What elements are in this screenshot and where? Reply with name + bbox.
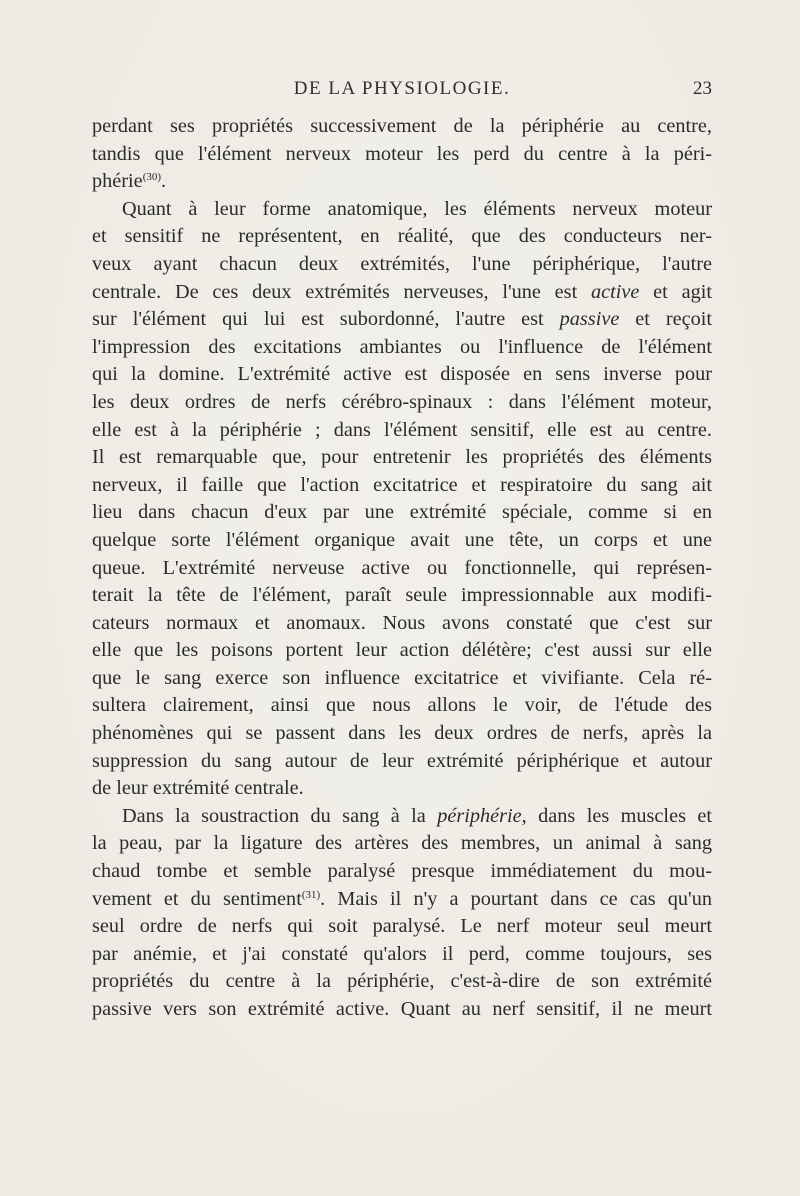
text-line [92, 306, 712, 334]
text-line: que le sang exerce son influence excitatrice et vivifiante. Cela ré- [92, 666, 712, 689]
text-line: cateurs normaux et anomaux. Nous avons constaté que c'est sur [92, 611, 712, 634]
line-text: et reçoit [619, 308, 712, 331]
text-line: nerveux, il faille que l'action excitatrice et respiratoire du sang ait [92, 473, 712, 496]
text-line: suppression du sang autour de leur extrémité périphérique et autour [92, 749, 712, 772]
running-title: DE LA PHYSIOLOGIE. [293, 78, 511, 99]
line-text: , dans les muscles et [521, 804, 712, 827]
text-line: elle que les poisons portent leur action délétère; c'est aussi sur elle [92, 639, 712, 662]
text-line: de leur extrémité centrale. [92, 777, 304, 800]
text-line: phénomènes qui se passent dans les deux ordres de nerfs, après la [92, 722, 712, 745]
line-text: phérie [92, 170, 143, 193]
line-text: vement et du sentiment [92, 887, 302, 910]
text-line: elle est à la périphérie ; dans l'élément sensitif, elle est au centre. [92, 418, 712, 441]
footnote-ref-31[interactable]: (31) [301, 888, 321, 901]
line-text: centrale. De ces deux extrémités nerveuses, l'une est [92, 280, 578, 303]
text-line: lieu dans chacun d'eux par une extrémité spéciale, comme si en [92, 501, 712, 524]
body-text [92, 113, 712, 1024]
text-line: veux ayant chacun deux extrémités, l'une périphérique, l'autre [92, 252, 712, 275]
text-line: queue. L'extrémité nerveuse active ou fonctionnelle, qui représen- [92, 556, 712, 579]
page-number: 23 [693, 78, 712, 99]
running-head [92, 78, 712, 104]
text-line: passive vers son extrémité active. Quant au nerf sensitif, il ne meurt [92, 998, 712, 1020]
line-text: . [161, 170, 167, 193]
footnote-ref-30[interactable]: (30) [142, 171, 162, 184]
text-line: la peau, par la ligature des artères des membres, un animal à sang [92, 832, 712, 855]
italic-term-active: active [590, 280, 640, 303]
text-line: Quant à leur forme anatomique, les éléments nerveux moteur [122, 197, 712, 220]
text-line: par anémie, et j'ai constaté qu'alors il perd, comme toujours, ses [92, 942, 712, 965]
text-line [92, 803, 712, 831]
text-line: les deux ordres de nerfs cérébro-spinaux : dans l'élément moteur, [92, 390, 712, 413]
text-line: et sensitif ne représentent, en réalité, que des conducteurs ner- [92, 225, 712, 248]
italic-term-passive: passive [559, 308, 620, 331]
text-line [92, 886, 712, 914]
text-line: propriétés du centre à la périphérie, c'est-à-dire de son extrémité [92, 970, 712, 993]
italic-term-peripherie: périphérie [437, 804, 522, 827]
line-text: . Mais il n'y a pourtant dans ce cas qu'un [320, 887, 712, 910]
text-line: tandis que l'élément nerveux moteur les perd du centre à la péri- [92, 142, 712, 165]
line-text: sur l'élément qui lui est subordonné, l'autre est [92, 308, 544, 331]
text-line: seul ordre de nerfs qui soit paralysé. Le nerf moteur seul meurt [92, 915, 712, 938]
text-line: terait la tête de l'élément, paraît seule impressionnable aux modifi- [92, 584, 712, 607]
line-text: et agit [639, 280, 712, 303]
text-line: sultera clairement, ainsi que nous allons le voir, de l'étude des [92, 694, 712, 717]
text-line [92, 279, 712, 307]
text-line: qui la domine. L'extrémité active est disposée en sens inverse pour [92, 363, 712, 386]
text-line: quelque sorte l'élément organique avait une tête, un corps et une [92, 528, 712, 551]
line-text: Dans la soustraction du sang à la [122, 804, 426, 827]
text-line: Il est remarquable que, pour entretenir les propriétés des éléments [92, 446, 712, 469]
text-line: perdant ses propriétés successivement de la périphérie au centre, [92, 115, 712, 137]
text-line [92, 168, 712, 196]
text-line: chaud tombe et semble paralysé presque immédiatement du mou- [92, 860, 712, 883]
text-line: l'impression des excitations ambiantes ou l'influence de l'élément [92, 335, 712, 358]
